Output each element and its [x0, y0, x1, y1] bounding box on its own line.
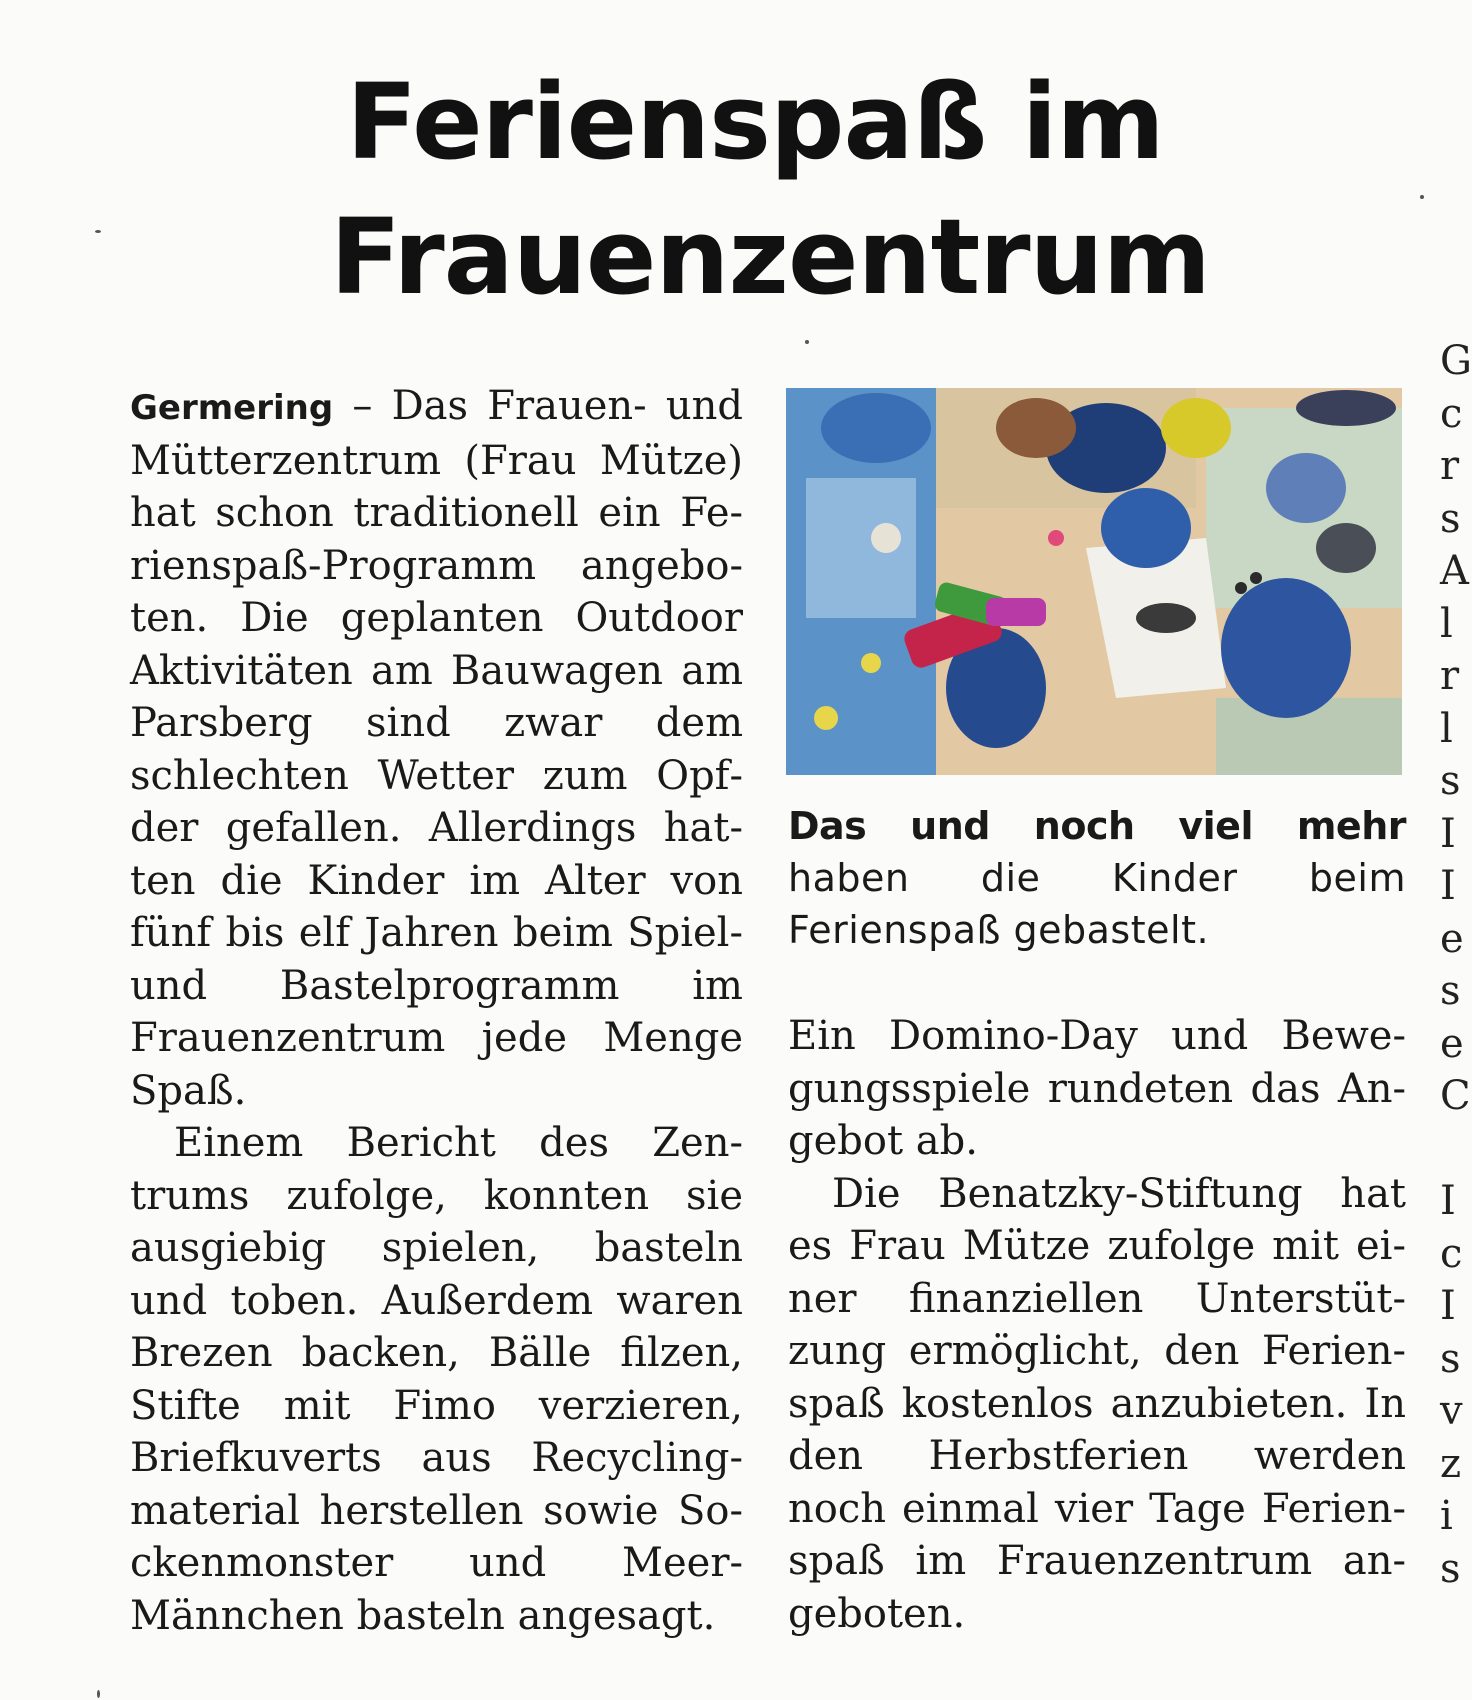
article-column-right [788, 1010, 1406, 1640]
edge-letter: z [1440, 1440, 1462, 1487]
edge-letter: G [1440, 338, 1472, 384]
edge-letter [1440, 1123, 1455, 1176]
paragraph-1-text: – Das Frauen- und Mütterzentrum (Frau Mütze) hat schon traditionell ein Ferienspaß-Programm angeboten. Die geplanten Outdoor Aktivitäten am Bauwagen am Parsberg sind zwar dem schlechten Wetter zum Opfder gefallen. Allerdings hatten die Kinder im Alter von fünf bis elf Jahren beim Spiel- und Bastelprogramm im Frauenzentrum jede Menge Spaß. [130, 383, 743, 1114]
edge-letter: l [1440, 600, 1453, 647]
edge-letter: e [1440, 915, 1464, 962]
edge-letter: I [1440, 863, 1456, 909]
paragraph-3: Ein Domino-Day und Bewegungsspiele rundeten das Angebot ab. [788, 1013, 1406, 1164]
headline-line-1: Ferienspaß im [346, 61, 1164, 183]
edge-letter: C [1440, 1073, 1471, 1119]
paper-speck [1420, 195, 1424, 199]
caption-bold: Das und noch viel mehr [788, 804, 1406, 848]
edge-letter: i [1440, 1493, 1453, 1539]
photo-caption [788, 800, 1406, 956]
edge-letter: s [1440, 1545, 1461, 1592]
paper-speck [805, 340, 809, 344]
headline-line-2: Frauenzentrum [330, 196, 1210, 318]
edge-letter: s [1440, 495, 1461, 542]
paragraph-4: Die Benatzky-Stiftung hat es Frau Mütze zufolge mit einer finanziellen Unterstützung ermöglicht, den Ferienspaß kostenlos anzubieten. In den Herbstferien werden noch einmal vier Tage Ferienspaß im Frauenzentrum angeboten. [788, 1170, 1406, 1637]
edge-letter: I [1440, 810, 1456, 857]
edge-letter: r [1440, 653, 1460, 699]
edge-letter: l [1440, 705, 1453, 752]
edge-letter: r [1440, 443, 1460, 489]
paragraph-1 [130, 380, 743, 1117]
edge-letter: I [1440, 1283, 1456, 1329]
edge-letter: v [1440, 1388, 1463, 1434]
edge-letter: s [1440, 968, 1461, 1014]
article-photo [786, 388, 1402, 775]
edge-letter: c [1440, 390, 1463, 437]
adjacent-column-edge [1440, 335, 1472, 1595]
caption-text: haben die Kinder beim Ferienspaß gebastelt. [788, 856, 1406, 952]
paragraph-2: Einem Bericht des Zentrums zufolge, konnten sie ausgiebig spielen, basteln und toben. Außerdem waren Brezen backen, Bälle filzen, Stifte mit Fimo verzieren, Briefkuverts aus Recyclingmaterial herstellen sowie Sockenmonster und Meer-Männchen basteln angesagt. [130, 1120, 743, 1639]
edge-letter: s [1440, 1335, 1461, 1382]
headline [330, 55, 1210, 325]
article-column-left [130, 380, 743, 1642]
edge-letter: I [1440, 1178, 1456, 1224]
paper-speck [95, 230, 101, 233]
crafts-photo-illustration [786, 388, 1402, 775]
paper-speck [97, 1690, 100, 1698]
edge-letter: e [1440, 1020, 1464, 1067]
edge-letter: A [1440, 548, 1469, 594]
edge-letter: c [1440, 1230, 1463, 1277]
dateline: Germering [130, 388, 334, 428]
edge-letter: s [1440, 758, 1461, 804]
